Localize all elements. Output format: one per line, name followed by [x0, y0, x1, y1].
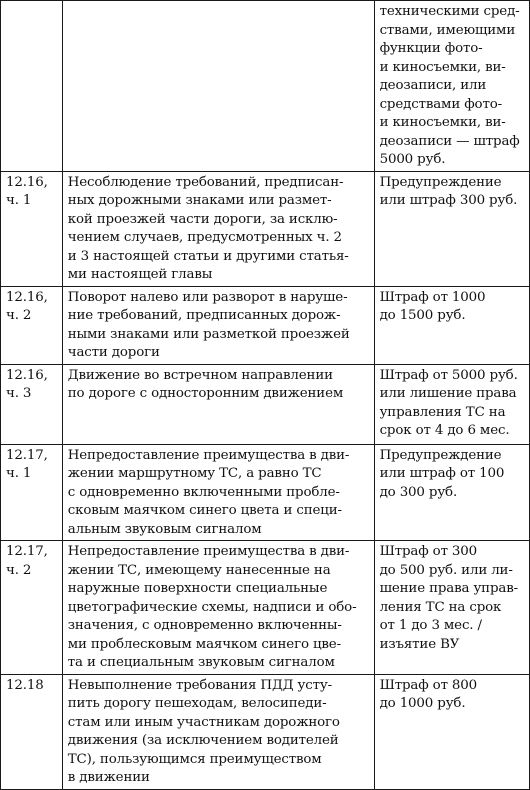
cell-description	[62, 674, 374, 789]
cell-penalty-line: управления ТС на	[379, 404, 506, 420]
cell-article-line: 12.17,	[6, 447, 48, 463]
cell-penalty	[374, 444, 529, 541]
cell-article-line: ч. 1	[6, 466, 32, 481]
cell-article	[1, 674, 63, 789]
cell-penalty-line: и киносъемки, ви-	[379, 59, 506, 75]
cell-description-line: пить дорогу пешеходам, велосипеди-	[67, 696, 327, 711]
cell-penalty	[374, 674, 529, 789]
cell-article-line: 12.16,	[6, 174, 48, 190]
cell-penalty-line: функции фото-	[379, 41, 483, 56]
cell-description-line: жении ТС, имеющему нанесенные на	[67, 562, 331, 578]
cell-article-line: ч. 1	[6, 193, 32, 208]
cell-penalty-line: и киносъемки, ви-	[379, 115, 506, 130]
cell-penalty-line: деозаписи — штраф	[379, 133, 520, 149]
cell-penalty-line: 5000 руб.	[379, 152, 446, 167]
cell-article-line: 12.17,	[6, 544, 48, 559]
cell-article	[1, 1, 63, 172]
cell-penalty-line: ления ТС на срок	[379, 599, 502, 615]
cell-description-line: Движение во встречном направлении	[67, 367, 333, 383]
cell-description	[62, 541, 374, 675]
cell-description-line: сковым маячком синего цвета и специ-	[67, 503, 342, 518]
cell-description-line: та и специальным звуковым сигналом	[67, 655, 335, 670]
cell-description-line: части дороги	[67, 345, 160, 360]
cell-description-line: Несоблюдение требований, предписан-	[67, 174, 344, 190]
cell-penalty	[374, 1, 529, 172]
cell-description-line: с одновременно включенными пробле-	[67, 484, 340, 500]
cell-description	[62, 286, 374, 364]
cell-penalty	[374, 541, 529, 675]
table-row	[1, 286, 530, 364]
cell-article	[1, 541, 63, 675]
cell-penalty-line: срок от 4 до 6 мес.	[379, 423, 510, 438]
cell-penalty-line: Штраф от 5000 руб.	[379, 367, 518, 383]
cell-penalty-line: до 500 руб. или ли-	[379, 562, 513, 578]
cell-description-line: ми настоящей главы	[67, 267, 213, 282]
cell-description-line: и 3 настоящей статьи и другими статья-	[67, 248, 349, 264]
cell-penalty-line: до 1000 руб.	[379, 696, 466, 711]
cell-description-line: ми проблесковым маячком синего цве-	[67, 636, 341, 652]
cell-penalty-line: деозаписи, или	[379, 78, 487, 93]
cell-description-line: ТС), пользующимся преимуществом	[67, 751, 322, 767]
cell-penalty-line: средствами фото-	[379, 96, 502, 112]
cell-description-line: в движении	[67, 770, 150, 785]
cell-article-line: 12.16,	[6, 289, 48, 305]
cell-description-line: кой проезжей части дороги, за исклю-	[67, 211, 338, 227]
cell-penalty-line: Предупреждение	[379, 447, 502, 463]
table-row	[1, 541, 530, 675]
cell-description-line: значения, с одновременно включенны-	[67, 618, 342, 633]
cell-description	[62, 444, 374, 541]
cell-penalty	[374, 171, 529, 286]
table-row	[1, 1, 530, 172]
fines-table-body	[1, 1, 530, 790]
cell-penalty-line: до 1500 руб.	[379, 308, 466, 323]
cell-penalty-line: или штраф от 100	[379, 466, 505, 481]
cell-description-line: ных дорожными знаками или размет-	[67, 193, 332, 208]
cell-penalty-line: Предупреждение	[379, 174, 502, 190]
cell-penalty-line: изъятие ВУ	[379, 636, 460, 652]
cell-description-line: чением случаев, предусмотренных ч. 2	[67, 230, 342, 245]
cell-penalty	[374, 286, 529, 364]
cell-description-line: Непредоставление преимущества в дви-	[67, 544, 350, 559]
cell-penalty	[374, 364, 529, 444]
cell-penalty-line: ствами, имеющими	[379, 22, 516, 38]
cell-penalty-line: шение права управ-	[379, 581, 518, 596]
cell-description-line: наружные поверхности специальные	[67, 581, 328, 596]
cell-penalty-line: Штраф от 1000	[379, 289, 486, 305]
cell-penalty-line: техническими сред-	[379, 4, 520, 19]
cell-article-line: ч. 2	[6, 562, 32, 578]
cell-description-line: альным звуковым сигналом	[67, 521, 262, 537]
cell-penalty-line: или лишение права	[379, 386, 517, 401]
cell-description	[62, 171, 374, 286]
cell-description-line: Поворот налево или разворот в наруше-	[67, 289, 348, 305]
cell-article	[1, 364, 63, 444]
cell-article	[1, 444, 63, 541]
cell-description-line: ние требований, предписанных дорож-	[67, 308, 341, 323]
cell-description-line: движения (за исключением водителей	[67, 733, 339, 748]
cell-penalty-line: или штраф 300 руб.	[379, 193, 518, 208]
cell-penalty-line: Штраф от 800	[379, 677, 478, 693]
cell-description	[62, 364, 374, 444]
cell-penalty-line: до 300 руб.	[379, 484, 458, 500]
cell-description	[62, 1, 374, 172]
table-row	[1, 674, 530, 789]
cell-article-line: 12.18	[6, 677, 44, 693]
table-row	[1, 444, 530, 541]
cell-article-line: 12.16,	[6, 367, 48, 383]
cell-penalty-line: Штраф от 300	[379, 544, 478, 559]
cell-penalty-line: от 1 до 3 мес. /	[379, 618, 482, 633]
cell-article-line: ч. 2	[6, 308, 32, 323]
cell-article	[1, 286, 63, 364]
cell-description-line: Невыполнение требования ПДД усту-	[67, 677, 332, 693]
cell-description-line: по дороге с односторонним движением	[67, 386, 344, 401]
cell-article	[1, 171, 63, 286]
cell-description-line: жении маршрутному ТС, а равно ТС	[67, 466, 322, 481]
cell-description-line: ными знаками или разметкой проезжей	[67, 326, 350, 342]
cell-description-line: Непредоставление преимущества в дви-	[67, 447, 350, 463]
cell-article-line: ч. 3	[6, 386, 32, 401]
cell-description-line: стам или иным участникам дорожного	[67, 714, 340, 730]
table-row	[1, 171, 530, 286]
cell-description-line: цветографические схемы, надписи и обо-	[67, 599, 357, 615]
table-row	[1, 364, 530, 444]
